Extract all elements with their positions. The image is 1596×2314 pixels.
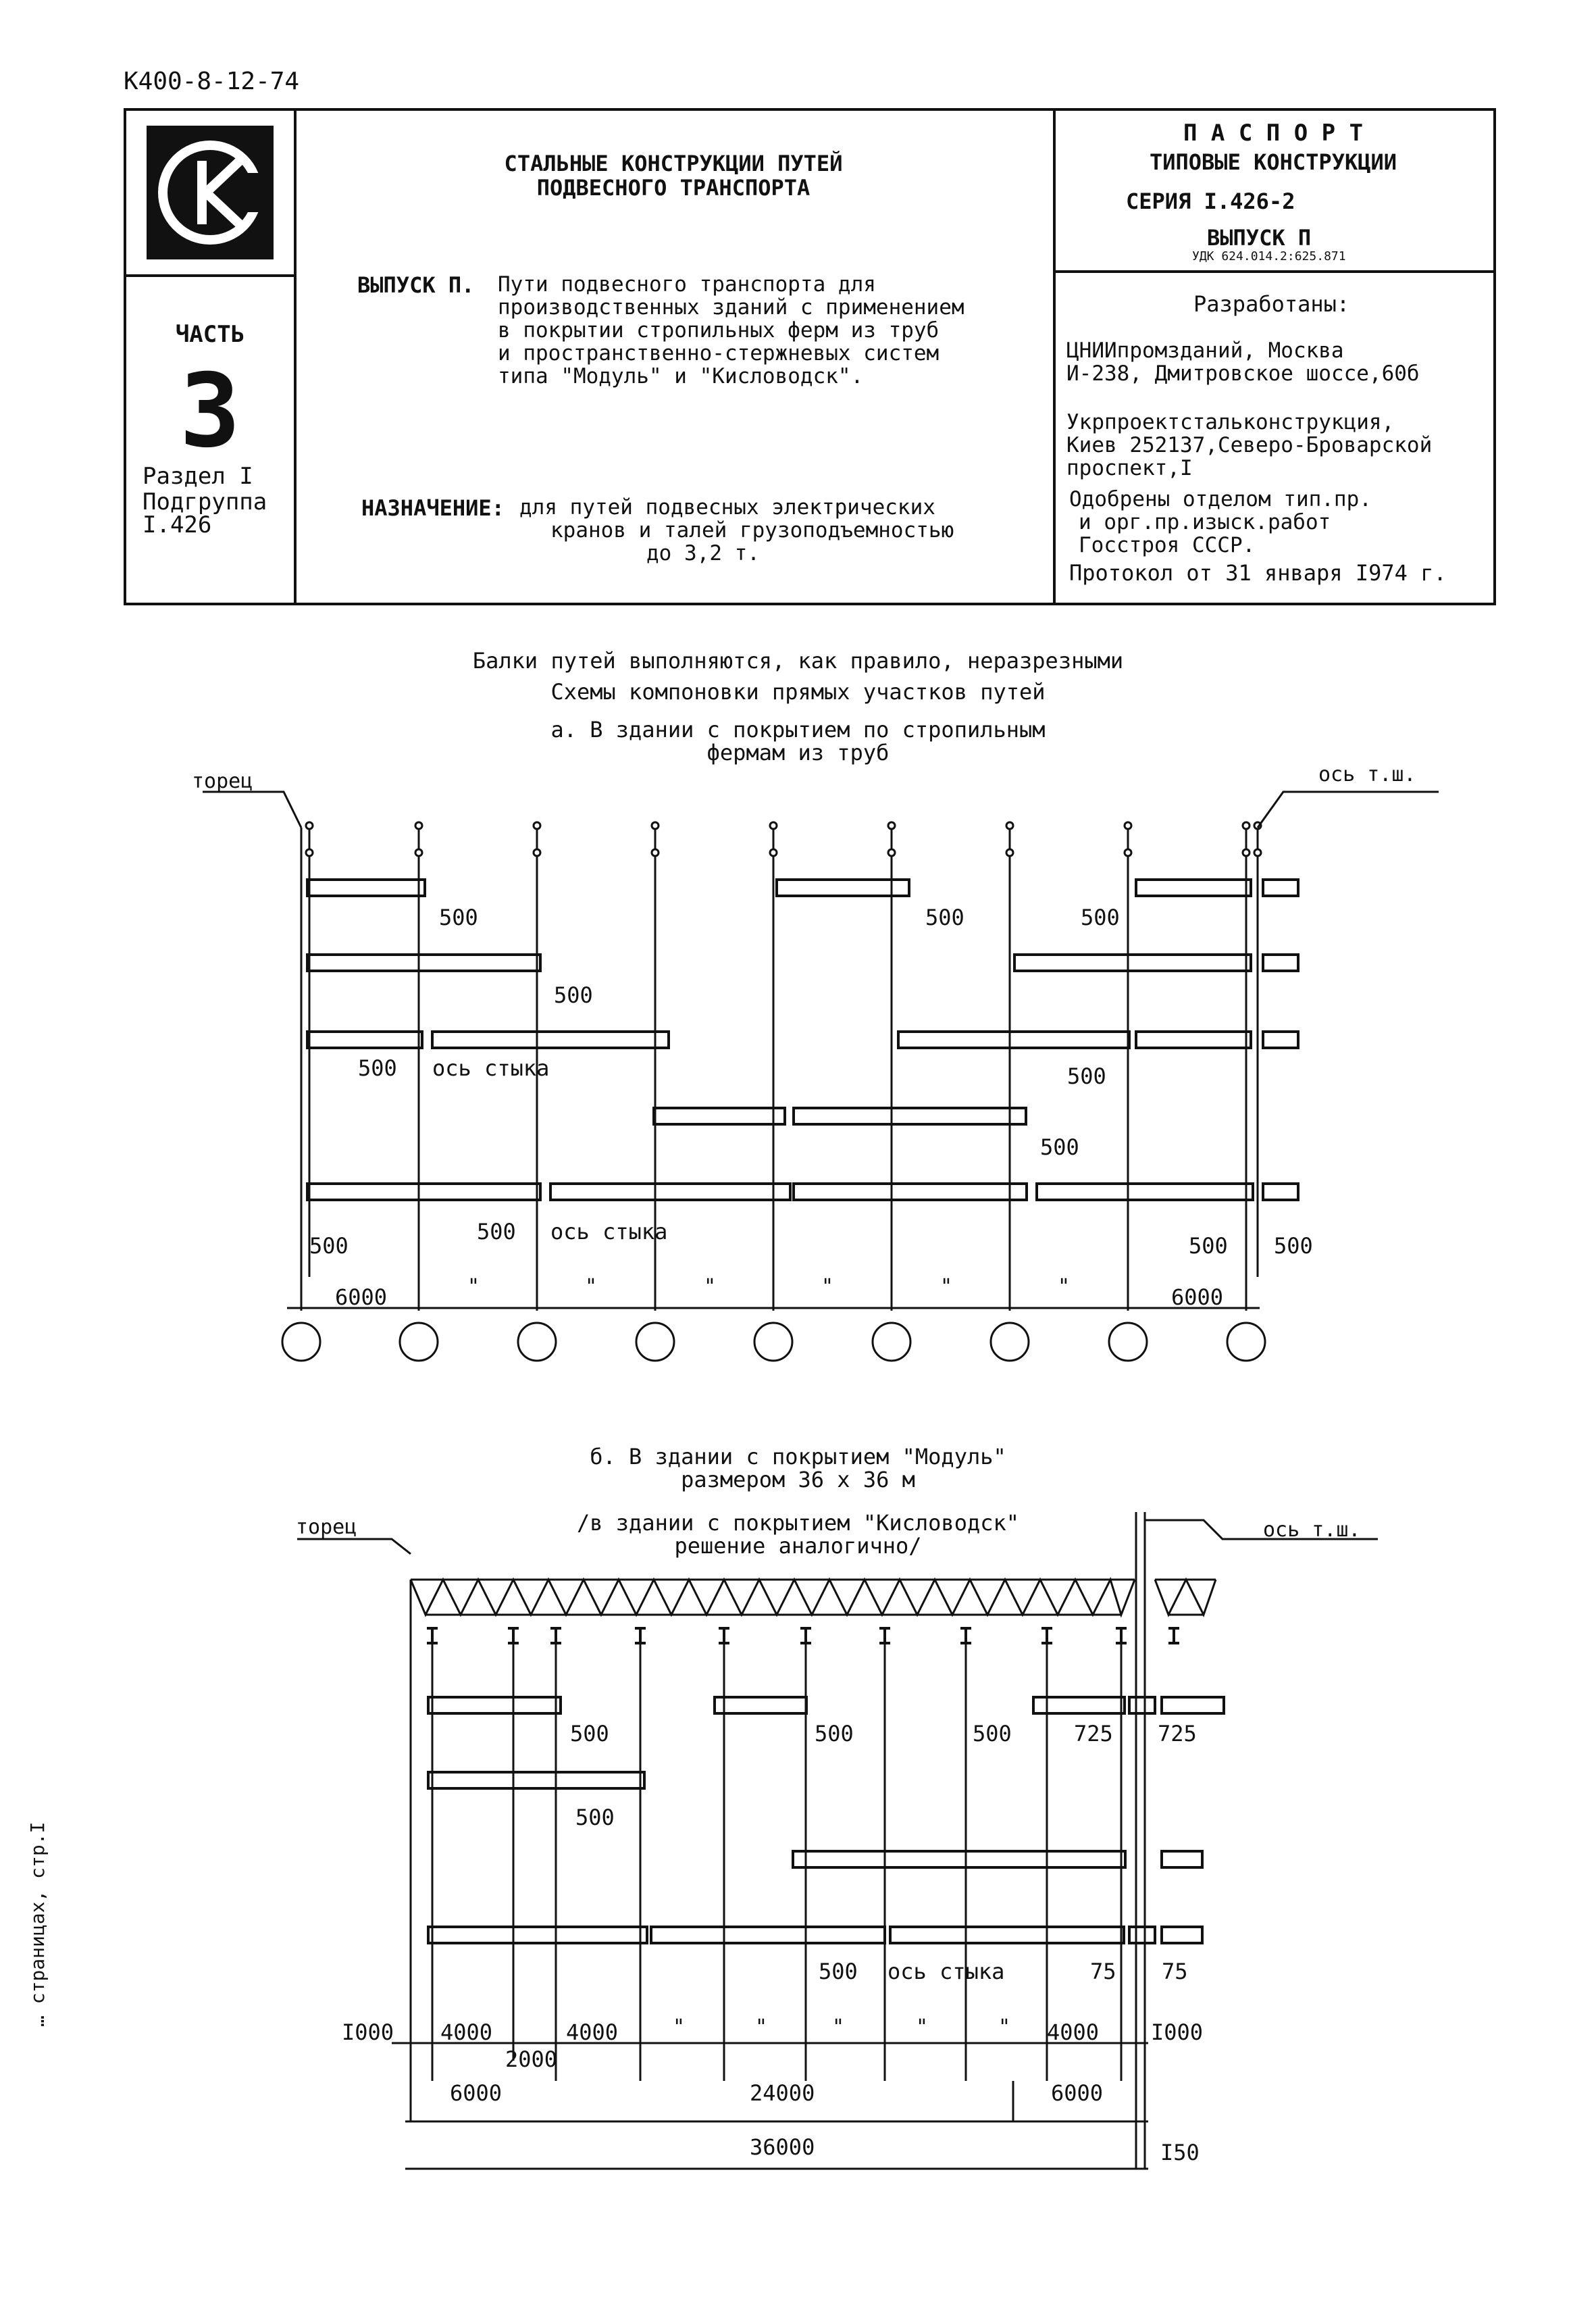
issue-text-4: и пространственно-стержневых систем: [498, 341, 939, 366]
scheme-b-dim-75-2: 75: [1162, 1959, 1188, 1984]
scheme-b-dim-725-1: 725: [1074, 1721, 1113, 1746]
scheme-a-dim-500-5: 500: [358, 1055, 397, 1081]
scheme-b-hangers: [427, 1628, 1179, 1643]
scheme-a-dim-500-10: 500: [1189, 1233, 1228, 1259]
intro-line-1: Балки путей выполняются, как правило, неразрезными: [472, 648, 1124, 674]
scheme-b-dim-2000: 2000: [505, 2046, 558, 2072]
dev1-line-1: ЦНИИпромзданий, Москва: [1066, 338, 1344, 363]
scheme-a-dim-500-11: 500: [1274, 1233, 1313, 1259]
purpose-text-1: для путей подвесных электрических: [519, 495, 935, 520]
title-line-1: СТАЛЬНЫЕ КОНСТРУКЦИИ ПУТЕЙ: [504, 151, 843, 176]
scheme-a-ditto-4: ": [821, 1275, 834, 1299]
scheme-a-dim-500-4: 500: [554, 982, 593, 1008]
subgroup-label: Подгруппа: [143, 488, 267, 515]
scheme-a-ditto-3: ": [704, 1275, 717, 1299]
scheme-a-ditto-5: ": [940, 1275, 953, 1299]
scheme-b-ditto-1: ": [673, 2015, 686, 2039]
scheme-a-ditto-6: ": [1058, 1275, 1071, 1299]
intro-line-2: Схемы компоновки прямых участков путей: [550, 679, 1046, 705]
scheme-b-dim-150: I50: [1160, 2140, 1200, 2165]
passport: П А С П О Р Т: [1183, 120, 1364, 147]
purpose-text-2: кранов и талей грузоподъемностью: [550, 518, 954, 543]
scheme-b-end-label: торец: [296, 1515, 357, 1539]
series: СЕРИЯ I.426-2: [1126, 188, 1295, 214]
purpose-text-3: до 3,2 т.: [646, 541, 760, 565]
issue-label: ВЫПУСК П.: [357, 272, 475, 298]
scheme-a-dim-500-2: 500: [925, 905, 964, 930]
scheme-b-dim-500-3: 500: [973, 1721, 1012, 1746]
doc-code: К400-8-12-74: [124, 68, 300, 95]
scheme-b-dim-24000: 24000: [750, 2080, 815, 2106]
title-line-2: ПОДВЕСНОГО ТРАНСПОРТА: [536, 175, 810, 201]
subgroup-value: I.426: [143, 511, 212, 538]
approved-3: Госстроя СССР.: [1079, 533, 1256, 557]
scheme-b-dim-4000-2: 4000: [566, 2019, 619, 2045]
scheme-b-dim-500-5: 500: [819, 1959, 858, 1984]
section: Раздел I: [143, 463, 253, 490]
issue-text-1: Пути подвесного транспорта для: [498, 272, 876, 297]
scheme-b-dim-725-2: 725: [1158, 1721, 1197, 1746]
scheme-b-note-1: /в здании с покрытием "Кисловодск": [576, 1510, 1020, 1536]
scheme-a-axis-label: ось т.ш.: [1318, 763, 1416, 786]
scheme-a-dim-500-3: 500: [1081, 905, 1120, 930]
scheme-a-joint-axis-1: ось стыка: [432, 1055, 550, 1081]
scheme-b-dim-500-1: 500: [570, 1721, 609, 1746]
scheme-a-dim-500-7: 500: [1040, 1134, 1079, 1160]
scheme-b-dim-6000-1: 6000: [450, 2080, 503, 2106]
scheme-a-dim-500-8: 500: [477, 1219, 516, 1244]
scheme-b-note-2: решение аналогично/: [674, 1533, 922, 1559]
dev1-line-2: И-238, Дмитровское шоссе,60б: [1066, 361, 1420, 386]
part-number: 3: [179, 353, 241, 470]
scheme-a-span-6000-1: 6000: [335, 1284, 388, 1310]
scheme-b-dim-1000-2: I000: [1151, 2019, 1204, 2045]
scheme-b-dim-500-4: 500: [575, 1805, 615, 1830]
scheme-b-dim-500-2: 500: [815, 1721, 854, 1746]
scheme-b-dim-36000: 36000: [750, 2134, 815, 2160]
purpose-label: НАЗНАЧЕНИЕ:: [361, 495, 505, 521]
scheme-b-ditto-5: ": [998, 2015, 1011, 2039]
scheme-b-dim-6000-2: 6000: [1051, 2080, 1104, 2106]
scheme-a-dim-500-1: 500: [439, 905, 478, 930]
issue-text-5: типа "Модуль" и "Кисловодск".: [498, 364, 864, 388]
scheme-b-ditto-3: ": [832, 2015, 845, 2039]
developed-by: Разработаны:: [1193, 291, 1350, 317]
dev2-line-2: Киев 252137,Северо-Броварской: [1066, 433, 1433, 457]
scheme-a-span-6000-2: 6000: [1171, 1284, 1224, 1310]
scheme-a-ditto-2: ": [585, 1275, 598, 1299]
scheme-b-title-2: размером 36 х 36 м: [681, 1467, 915, 1492]
scheme-a-title-2: фермам из труб: [706, 740, 890, 765]
udk: УДК 624.014.2:625.871: [1192, 249, 1346, 263]
scheme-a-ditto-1: ": [467, 1275, 480, 1299]
scheme-b-ditto-4: ": [916, 2015, 929, 2039]
protocol: Протокол от 31 января I974 г.: [1069, 560, 1447, 586]
scheme-b-dim-1000-1: I000: [342, 2019, 394, 2045]
scheme-a-joint-axis-2: ось стыка: [550, 1219, 668, 1244]
scheme-a-title-1: а. В здании с покрытием по стропильным: [550, 717, 1046, 743]
scheme-a-end-label: торец: [192, 770, 253, 793]
scheme-a-dim-500-9: 500: [309, 1233, 349, 1259]
scheme-b-joint-axis: ось стыка: [887, 1959, 1005, 1984]
dev2-line-3: проспект,I: [1066, 456, 1193, 480]
scheme-b-ditto-2: ": [755, 2015, 768, 2039]
scheme-b-truss: [411, 1580, 1216, 1615]
issue-short: ВЫПУСК П: [1207, 225, 1312, 251]
issue-text-2: производственных зданий с применением: [498, 295, 964, 320]
approved-1: Одобрены отделом тип.пр.: [1069, 487, 1372, 511]
scheme-a-dim-500-6: 500: [1067, 1063, 1106, 1089]
dev2-line-1: Укрпроектстальконструкция,: [1066, 410, 1395, 434]
side-note: … страницах, стр.I: [26, 1821, 49, 2027]
scheme-b-dim-4000-1: 4000: [440, 2019, 493, 2045]
scheme-b-axis-label: ось т.ш.: [1263, 1518, 1361, 1542]
scheme-b-dim-4000-3: 4000: [1047, 2019, 1100, 2045]
typical-constructions: ТИПОВЫЕ КОНСТРУКЦИИ: [1149, 149, 1397, 175]
part-label: ЧАСТЬ: [175, 321, 245, 348]
scheme-b-dim-75-1: 75: [1090, 1959, 1116, 1984]
approved-2: и орг.пр.изыск.работ: [1079, 510, 1331, 534]
scheme-b-title-1: б. В здании с покрытием "Модуль": [590, 1444, 1006, 1469]
issue-text-3: в покрытии стропильных ферм из труб: [498, 318, 939, 343]
